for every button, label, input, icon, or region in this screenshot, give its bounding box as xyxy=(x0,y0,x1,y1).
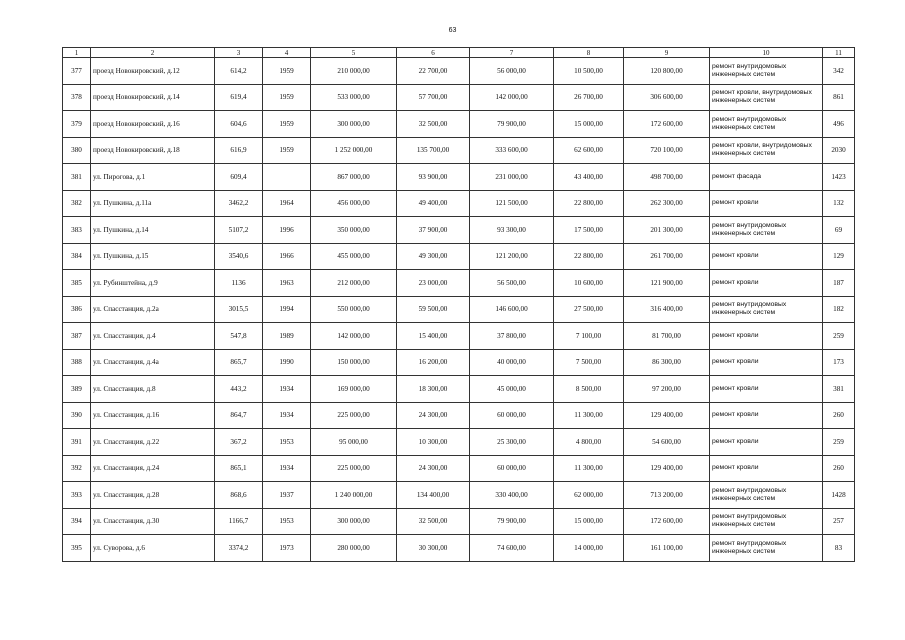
total-cost-cell: 150 000,00 xyxy=(311,349,397,376)
cost-share-7-cell: 37 800,00 xyxy=(470,323,554,350)
year-built-cell: 1959 xyxy=(263,84,311,111)
address-cell: проезд Новокировский, д.14 xyxy=(91,84,215,111)
cost-share-7-cell: 121 500,00 xyxy=(470,190,554,217)
cost-share-9-cell: 713 200,00 xyxy=(624,482,710,509)
column-11-value-cell: 132 xyxy=(823,190,855,217)
area-cell: 864,7 xyxy=(215,402,263,429)
cost-share-8-cell: 15 000,00 xyxy=(554,111,624,138)
table-row xyxy=(63,376,855,403)
work-type-cell: ремонт кровли xyxy=(710,429,823,456)
area-cell: 604,6 xyxy=(215,111,263,138)
total-cost-cell: 300 000,00 xyxy=(311,508,397,535)
column-11-value-cell: 861 xyxy=(823,84,855,111)
cost-share-8-cell: 7 100,00 xyxy=(554,323,624,350)
cost-share-7-cell: 56 000,00 xyxy=(470,58,554,85)
work-type-cell: ремонт внутридомовых инженерных систем xyxy=(710,58,823,85)
year-built-cell: 1959 xyxy=(263,137,311,164)
column-header: 11 xyxy=(823,48,855,58)
row-number-cell: 378 xyxy=(63,84,91,111)
cost-share-7-cell: 79 900,00 xyxy=(470,508,554,535)
table-row xyxy=(63,508,855,535)
work-type-cell: ремонт внутридомовых инженерных систем xyxy=(710,535,823,562)
cost-share-9-cell: 97 200,00 xyxy=(624,376,710,403)
column-header: 4 xyxy=(263,48,311,58)
address-cell: ул. Спасстанция, д.4 xyxy=(91,323,215,350)
cost-share-9-cell: 306 600,00 xyxy=(624,84,710,111)
row-number-cell: 387 xyxy=(63,323,91,350)
table-row xyxy=(63,164,855,191)
cost-share-8-cell: 22 800,00 xyxy=(554,190,624,217)
year-built-cell: 1953 xyxy=(263,508,311,535)
row-number-cell: 379 xyxy=(63,111,91,138)
column-11-value-cell: 1428 xyxy=(823,482,855,509)
total-cost-cell: 225 000,00 xyxy=(311,455,397,482)
address-cell: ул. Пирогова, д.1 xyxy=(91,164,215,191)
year-built-cell: 1990 xyxy=(263,349,311,376)
cost-share-8-cell: 26 700,00 xyxy=(554,84,624,111)
cost-share-7-cell: 45 000,00 xyxy=(470,376,554,403)
address-cell: ул. Спасстанция, д.28 xyxy=(91,482,215,509)
column-header: 10 xyxy=(710,48,823,58)
cost-share-9-cell: 121 900,00 xyxy=(624,270,710,297)
column-header: 7 xyxy=(470,48,554,58)
column-11-value-cell: 259 xyxy=(823,323,855,350)
cost-share-9-cell: 86 300,00 xyxy=(624,349,710,376)
cost-share-8-cell: 8 500,00 xyxy=(554,376,624,403)
area-cell: 3540,6 xyxy=(215,243,263,270)
address-cell: ул. Спасстанция, д.22 xyxy=(91,429,215,456)
work-type-cell: ремонт кровли xyxy=(710,270,823,297)
address-cell: ул. Спасстанция, д.8 xyxy=(91,376,215,403)
cost-share-9-cell: 129 400,00 xyxy=(624,402,710,429)
cost-share-7-cell: 60 000,00 xyxy=(470,402,554,429)
column-header: 1 xyxy=(63,48,91,58)
cost-share-7-cell: 74 600,00 xyxy=(470,535,554,562)
table-row xyxy=(63,84,855,111)
area-cell: 868,6 xyxy=(215,482,263,509)
address-cell: проезд Новокировский, д.16 xyxy=(91,111,215,138)
table-row xyxy=(63,535,855,562)
cost-share-6-cell: 22 700,00 xyxy=(397,58,470,85)
column-11-value-cell: 260 xyxy=(823,402,855,429)
cost-share-8-cell: 14 000,00 xyxy=(554,535,624,562)
table-row xyxy=(63,323,855,350)
row-number-cell: 382 xyxy=(63,190,91,217)
column-11-value-cell: 257 xyxy=(823,508,855,535)
cost-share-9-cell: 81 700,00 xyxy=(624,323,710,350)
table-row xyxy=(63,455,855,482)
table-row xyxy=(63,243,855,270)
row-number-cell: 377 xyxy=(63,58,91,85)
table-row xyxy=(63,349,855,376)
cost-share-7-cell: 121 200,00 xyxy=(470,243,554,270)
total-cost-cell: 210 000,00 xyxy=(311,58,397,85)
total-cost-cell: 1 252 000,00 xyxy=(311,137,397,164)
column-11-value-cell: 182 xyxy=(823,296,855,323)
cost-share-6-cell: 57 700,00 xyxy=(397,84,470,111)
work-type-cell: ремонт внутридомовых инженерных систем xyxy=(710,482,823,509)
work-type-cell: ремонт кровли xyxy=(710,323,823,350)
work-type-cell: ремонт кровли xyxy=(710,243,823,270)
column-header: 5 xyxy=(311,48,397,58)
row-number-cell: 394 xyxy=(63,508,91,535)
address-cell: ул. Пушкина, д.15 xyxy=(91,243,215,270)
column-11-value-cell: 259 xyxy=(823,429,855,456)
cost-share-9-cell: 316 400,00 xyxy=(624,296,710,323)
area-cell: 5107,2 xyxy=(215,217,263,244)
table-row xyxy=(63,217,855,244)
cost-share-7-cell: 333 600,00 xyxy=(470,137,554,164)
work-type-cell: ремонт внутридомовых инженерных систем xyxy=(710,296,823,323)
year-built-cell: 1966 xyxy=(263,243,311,270)
column-header: 6 xyxy=(397,48,470,58)
cost-share-8-cell: 11 300,00 xyxy=(554,402,624,429)
total-cost-cell: 550 000,00 xyxy=(311,296,397,323)
cost-share-6-cell: 16 200,00 xyxy=(397,349,470,376)
row-number-cell: 381 xyxy=(63,164,91,191)
table-row xyxy=(63,58,855,85)
table-row xyxy=(63,482,855,509)
total-cost-cell: 212 000,00 xyxy=(311,270,397,297)
row-number-cell: 383 xyxy=(63,217,91,244)
cost-share-8-cell: 11 300,00 xyxy=(554,455,624,482)
column-11-value-cell: 342 xyxy=(823,58,855,85)
area-cell: 614,2 xyxy=(215,58,263,85)
column-header: 3 xyxy=(215,48,263,58)
column-header: 9 xyxy=(624,48,710,58)
table-row xyxy=(63,137,855,164)
area-cell: 547,8 xyxy=(215,323,263,350)
cost-share-9-cell: 129 400,00 xyxy=(624,455,710,482)
cost-share-6-cell: 24 300,00 xyxy=(397,402,470,429)
cost-share-8-cell: 17 500,00 xyxy=(554,217,624,244)
row-number-cell: 388 xyxy=(63,349,91,376)
cost-share-6-cell: 59 500,00 xyxy=(397,296,470,323)
area-cell: 616,9 xyxy=(215,137,263,164)
cost-share-6-cell: 134 400,00 xyxy=(397,482,470,509)
year-built-cell: 1959 xyxy=(263,111,311,138)
column-11-value-cell: 187 xyxy=(823,270,855,297)
address-cell: ул. Суворова, д.6 xyxy=(91,535,215,562)
cost-share-9-cell: 172 600,00 xyxy=(624,111,710,138)
column-11-value-cell: 129 xyxy=(823,243,855,270)
column-header: 2 xyxy=(91,48,215,58)
area-cell: 865,7 xyxy=(215,349,263,376)
cost-share-8-cell: 27 500,00 xyxy=(554,296,624,323)
column-header: 8 xyxy=(554,48,624,58)
cost-share-6-cell: 49 400,00 xyxy=(397,190,470,217)
cost-share-7-cell: 40 000,00 xyxy=(470,349,554,376)
cost-share-8-cell: 10 600,00 xyxy=(554,270,624,297)
work-type-cell: ремонт кровли xyxy=(710,376,823,403)
cost-share-9-cell: 261 700,00 xyxy=(624,243,710,270)
work-type-cell: ремонт кровли xyxy=(710,349,823,376)
work-type-cell: ремонт внутридомовых инженерных систем xyxy=(710,111,823,138)
row-number-cell: 390 xyxy=(63,402,91,429)
year-built-cell: 1973 xyxy=(263,535,311,562)
column-11-value-cell: 381 xyxy=(823,376,855,403)
area-cell: 3374,2 xyxy=(215,535,263,562)
address-cell: ул. Пушкина, д.11а xyxy=(91,190,215,217)
year-built-cell: 1934 xyxy=(263,455,311,482)
cost-share-9-cell: 498 700,00 xyxy=(624,164,710,191)
cost-share-9-cell: 720 100,00 xyxy=(624,137,710,164)
total-cost-cell: 280 000,00 xyxy=(311,535,397,562)
address-cell: проезд Новокировский, д.12 xyxy=(91,58,215,85)
row-number-cell: 391 xyxy=(63,429,91,456)
cost-share-6-cell: 49 300,00 xyxy=(397,243,470,270)
cost-share-7-cell: 231 000,00 xyxy=(470,164,554,191)
page-number: 63 xyxy=(448,27,457,34)
year-built-cell xyxy=(263,164,311,191)
address-cell: ул. Пушкина, д.14 xyxy=(91,217,215,244)
cost-share-6-cell: 93 900,00 xyxy=(397,164,470,191)
year-built-cell: 1964 xyxy=(263,190,311,217)
work-type-cell: ремонт кровли xyxy=(710,455,823,482)
cost-share-6-cell: 24 300,00 xyxy=(397,455,470,482)
year-built-cell: 1989 xyxy=(263,323,311,350)
table-row xyxy=(63,402,855,429)
year-built-cell: 1996 xyxy=(263,217,311,244)
cost-share-6-cell: 23 000,00 xyxy=(397,270,470,297)
row-number-cell: 393 xyxy=(63,482,91,509)
total-cost-cell: 533 000,00 xyxy=(311,84,397,111)
work-type-cell: ремонт фасада xyxy=(710,164,823,191)
cost-share-9-cell: 262 300,00 xyxy=(624,190,710,217)
table-row xyxy=(63,111,855,138)
total-cost-cell: 225 000,00 xyxy=(311,402,397,429)
table-row xyxy=(63,296,855,323)
area-cell: 3462,2 xyxy=(215,190,263,217)
cost-share-7-cell: 93 300,00 xyxy=(470,217,554,244)
row-number-cell: 386 xyxy=(63,296,91,323)
address-cell: ул. Спасстанция, д.16 xyxy=(91,402,215,429)
area-cell: 3015,5 xyxy=(215,296,263,323)
year-built-cell: 1953 xyxy=(263,429,311,456)
cost-share-6-cell: 135 700,00 xyxy=(397,137,470,164)
cost-share-7-cell: 79 900,00 xyxy=(470,111,554,138)
work-type-cell: ремонт кровли xyxy=(710,402,823,429)
cost-share-6-cell: 10 300,00 xyxy=(397,429,470,456)
row-number-cell: 384 xyxy=(63,243,91,270)
cost-share-9-cell: 161 100,00 xyxy=(624,535,710,562)
cost-share-8-cell: 10 500,00 xyxy=(554,58,624,85)
total-cost-cell: 169 000,00 xyxy=(311,376,397,403)
cost-share-7-cell: 146 600,00 xyxy=(470,296,554,323)
total-cost-cell: 300 000,00 xyxy=(311,111,397,138)
work-type-cell: ремонт кровли, внутридомовых инженерных систем xyxy=(710,137,823,164)
work-type-cell: ремонт внутридомовых инженерных систем xyxy=(710,508,823,535)
address-cell: ул. Спасстанция, д.24 xyxy=(91,455,215,482)
repair-table xyxy=(62,47,855,562)
column-11-value-cell: 173 xyxy=(823,349,855,376)
area-cell: 1166,7 xyxy=(215,508,263,535)
year-built-cell: 1934 xyxy=(263,376,311,403)
cost-share-6-cell: 18 300,00 xyxy=(397,376,470,403)
cost-share-8-cell: 62 000,00 xyxy=(554,482,624,509)
header-row xyxy=(63,48,855,58)
area-cell: 1136 xyxy=(215,270,263,297)
cost-share-9-cell: 201 300,00 xyxy=(624,217,710,244)
cost-share-8-cell: 22 800,00 xyxy=(554,243,624,270)
total-cost-cell: 1 240 000,00 xyxy=(311,482,397,509)
column-11-value-cell: 69 xyxy=(823,217,855,244)
cost-share-7-cell: 60 000,00 xyxy=(470,455,554,482)
cost-share-6-cell: 32 500,00 xyxy=(397,111,470,138)
area-cell: 367,2 xyxy=(215,429,263,456)
cost-share-8-cell: 43 400,00 xyxy=(554,164,624,191)
address-cell: ул. Спасстанция, д.2а xyxy=(91,296,215,323)
table-body xyxy=(63,58,855,562)
address-cell: ул. Рубинштейна, д.9 xyxy=(91,270,215,297)
work-type-cell: ремонт кровли, внутридомовых инженерных систем xyxy=(710,84,823,111)
work-type-cell: ремонт внутридомовых инженерных систем xyxy=(710,217,823,244)
cost-share-9-cell: 120 800,00 xyxy=(624,58,710,85)
total-cost-cell: 456 000,00 xyxy=(311,190,397,217)
area-cell: 609,4 xyxy=(215,164,263,191)
address-cell: проезд Новокировский, д.18 xyxy=(91,137,215,164)
column-11-value-cell: 260 xyxy=(823,455,855,482)
work-type-cell: ремонт кровли xyxy=(710,190,823,217)
row-number-cell: 385 xyxy=(63,270,91,297)
cost-share-7-cell: 25 300,00 xyxy=(470,429,554,456)
cost-share-6-cell: 37 900,00 xyxy=(397,217,470,244)
year-built-cell: 1994 xyxy=(263,296,311,323)
cost-share-8-cell: 62 600,00 xyxy=(554,137,624,164)
column-11-value-cell: 2030 xyxy=(823,137,855,164)
cost-share-9-cell: 54 600,00 xyxy=(624,429,710,456)
row-number-cell: 380 xyxy=(63,137,91,164)
cost-share-8-cell: 7 500,00 xyxy=(554,349,624,376)
table-row xyxy=(63,190,855,217)
total-cost-cell: 867 000,00 xyxy=(311,164,397,191)
cost-share-6-cell: 15 400,00 xyxy=(397,323,470,350)
table-row xyxy=(63,270,855,297)
row-number-cell: 389 xyxy=(63,376,91,403)
cost-share-7-cell: 330 400,00 xyxy=(470,482,554,509)
column-11-value-cell: 83 xyxy=(823,535,855,562)
cost-share-7-cell: 142 000,00 xyxy=(470,84,554,111)
total-cost-cell: 95 000,00 xyxy=(311,429,397,456)
row-number-cell: 392 xyxy=(63,455,91,482)
cost-share-9-cell: 172 600,00 xyxy=(624,508,710,535)
year-built-cell: 1963 xyxy=(263,270,311,297)
table-row xyxy=(63,429,855,456)
area-cell: 865,1 xyxy=(215,455,263,482)
row-number-cell: 395 xyxy=(63,535,91,562)
column-11-value-cell: 496 xyxy=(823,111,855,138)
address-cell: ул. Спасстанция, д.30 xyxy=(91,508,215,535)
address-cell: ул. Спасстанция, д.4а xyxy=(91,349,215,376)
area-cell: 443,2 xyxy=(215,376,263,403)
year-built-cell: 1934 xyxy=(263,402,311,429)
cost-share-6-cell: 32 500,00 xyxy=(397,508,470,535)
cost-share-8-cell: 4 800,00 xyxy=(554,429,624,456)
area-cell: 619,4 xyxy=(215,84,263,111)
total-cost-cell: 350 000,00 xyxy=(311,217,397,244)
total-cost-cell: 142 000,00 xyxy=(311,323,397,350)
cost-share-7-cell: 56 500,00 xyxy=(470,270,554,297)
year-built-cell: 1937 xyxy=(263,482,311,509)
cost-share-8-cell: 15 000,00 xyxy=(554,508,624,535)
total-cost-cell: 455 000,00 xyxy=(311,243,397,270)
column-11-value-cell: 1423 xyxy=(823,164,855,191)
year-built-cell: 1959 xyxy=(263,58,311,85)
cost-share-6-cell: 30 300,00 xyxy=(397,535,470,562)
